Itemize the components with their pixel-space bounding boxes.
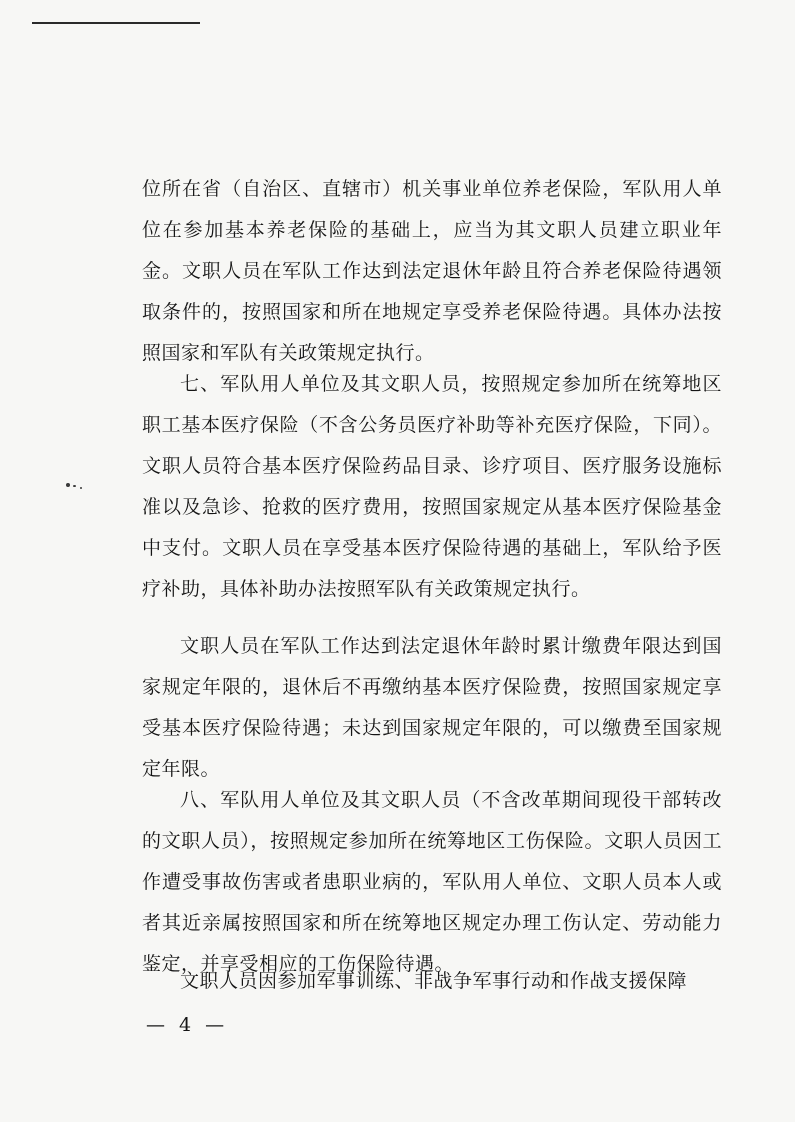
page-number: — 4 — xyxy=(146,1014,229,1036)
scan-speck xyxy=(66,483,70,487)
paragraph-medical-insurance-retirement: 文职人员在军队工作达到法定退休年龄时累计缴费年限达到国家规定年限的，退休后不再缴纳基本医疗保险费，按照国家规定享受基本医疗保险待遇；未达到国家规定年限的，可以缴费至国家规定年限。 xyxy=(142,635,722,780)
top-rule xyxy=(32,22,200,24)
paragraph-article-7-medical-insurance: 七、军队用人单位及其文职人员，按照规定参加所在统筹地区职工基本医疗保险（不含公务员医疗补助等补充医疗保险，下同）。文职人员符合基本医疗保险药品目录、诊疗项目、医疗服务设施标准以及急诊、抢救的医疗费用，按照国家规定从基本医疗保险基金中支付。文职人员在享受基本医疗保险待遇的基础上，军队给予医疗补助，具体补助办法按照军队有关政策规定执行。 xyxy=(142,373,722,600)
paragraph-pension-continued: 位所在省（自治区、直辖市）机关事业单位养老保险，军队用人单位在参加基本养老保险的基础上，应当为其文职人员建立职业年金。文职人员在军队工作达到法定退休年龄且符合养老保险待遇领取条件的，按照国家和所在地规定享受养老保险待遇。具体办法按照国家和军队有关政策规定执行。 xyxy=(142,178,722,364)
scan-speck xyxy=(73,485,76,487)
paragraph-article-8-work-injury-insurance: 八、军队用人单位及其文职人员（不含改革期间现役干部转改的文职人员），按照规定参加所在统筹地区工伤保险。文职人员因工作遭受事故伤害或者患职业病的，军队用人单位、文职人员本人或者其近亲属按照国家和所在统筹地区规定办理工伤认定、劳动能力鉴定，并享受相应的工伤保险待遇。 xyxy=(142,789,722,975)
paragraph-military-training-injury: 文职人员因参加军事训练、非战争军事行动和作战支援保障 xyxy=(180,970,688,992)
scan-speck xyxy=(80,487,82,489)
